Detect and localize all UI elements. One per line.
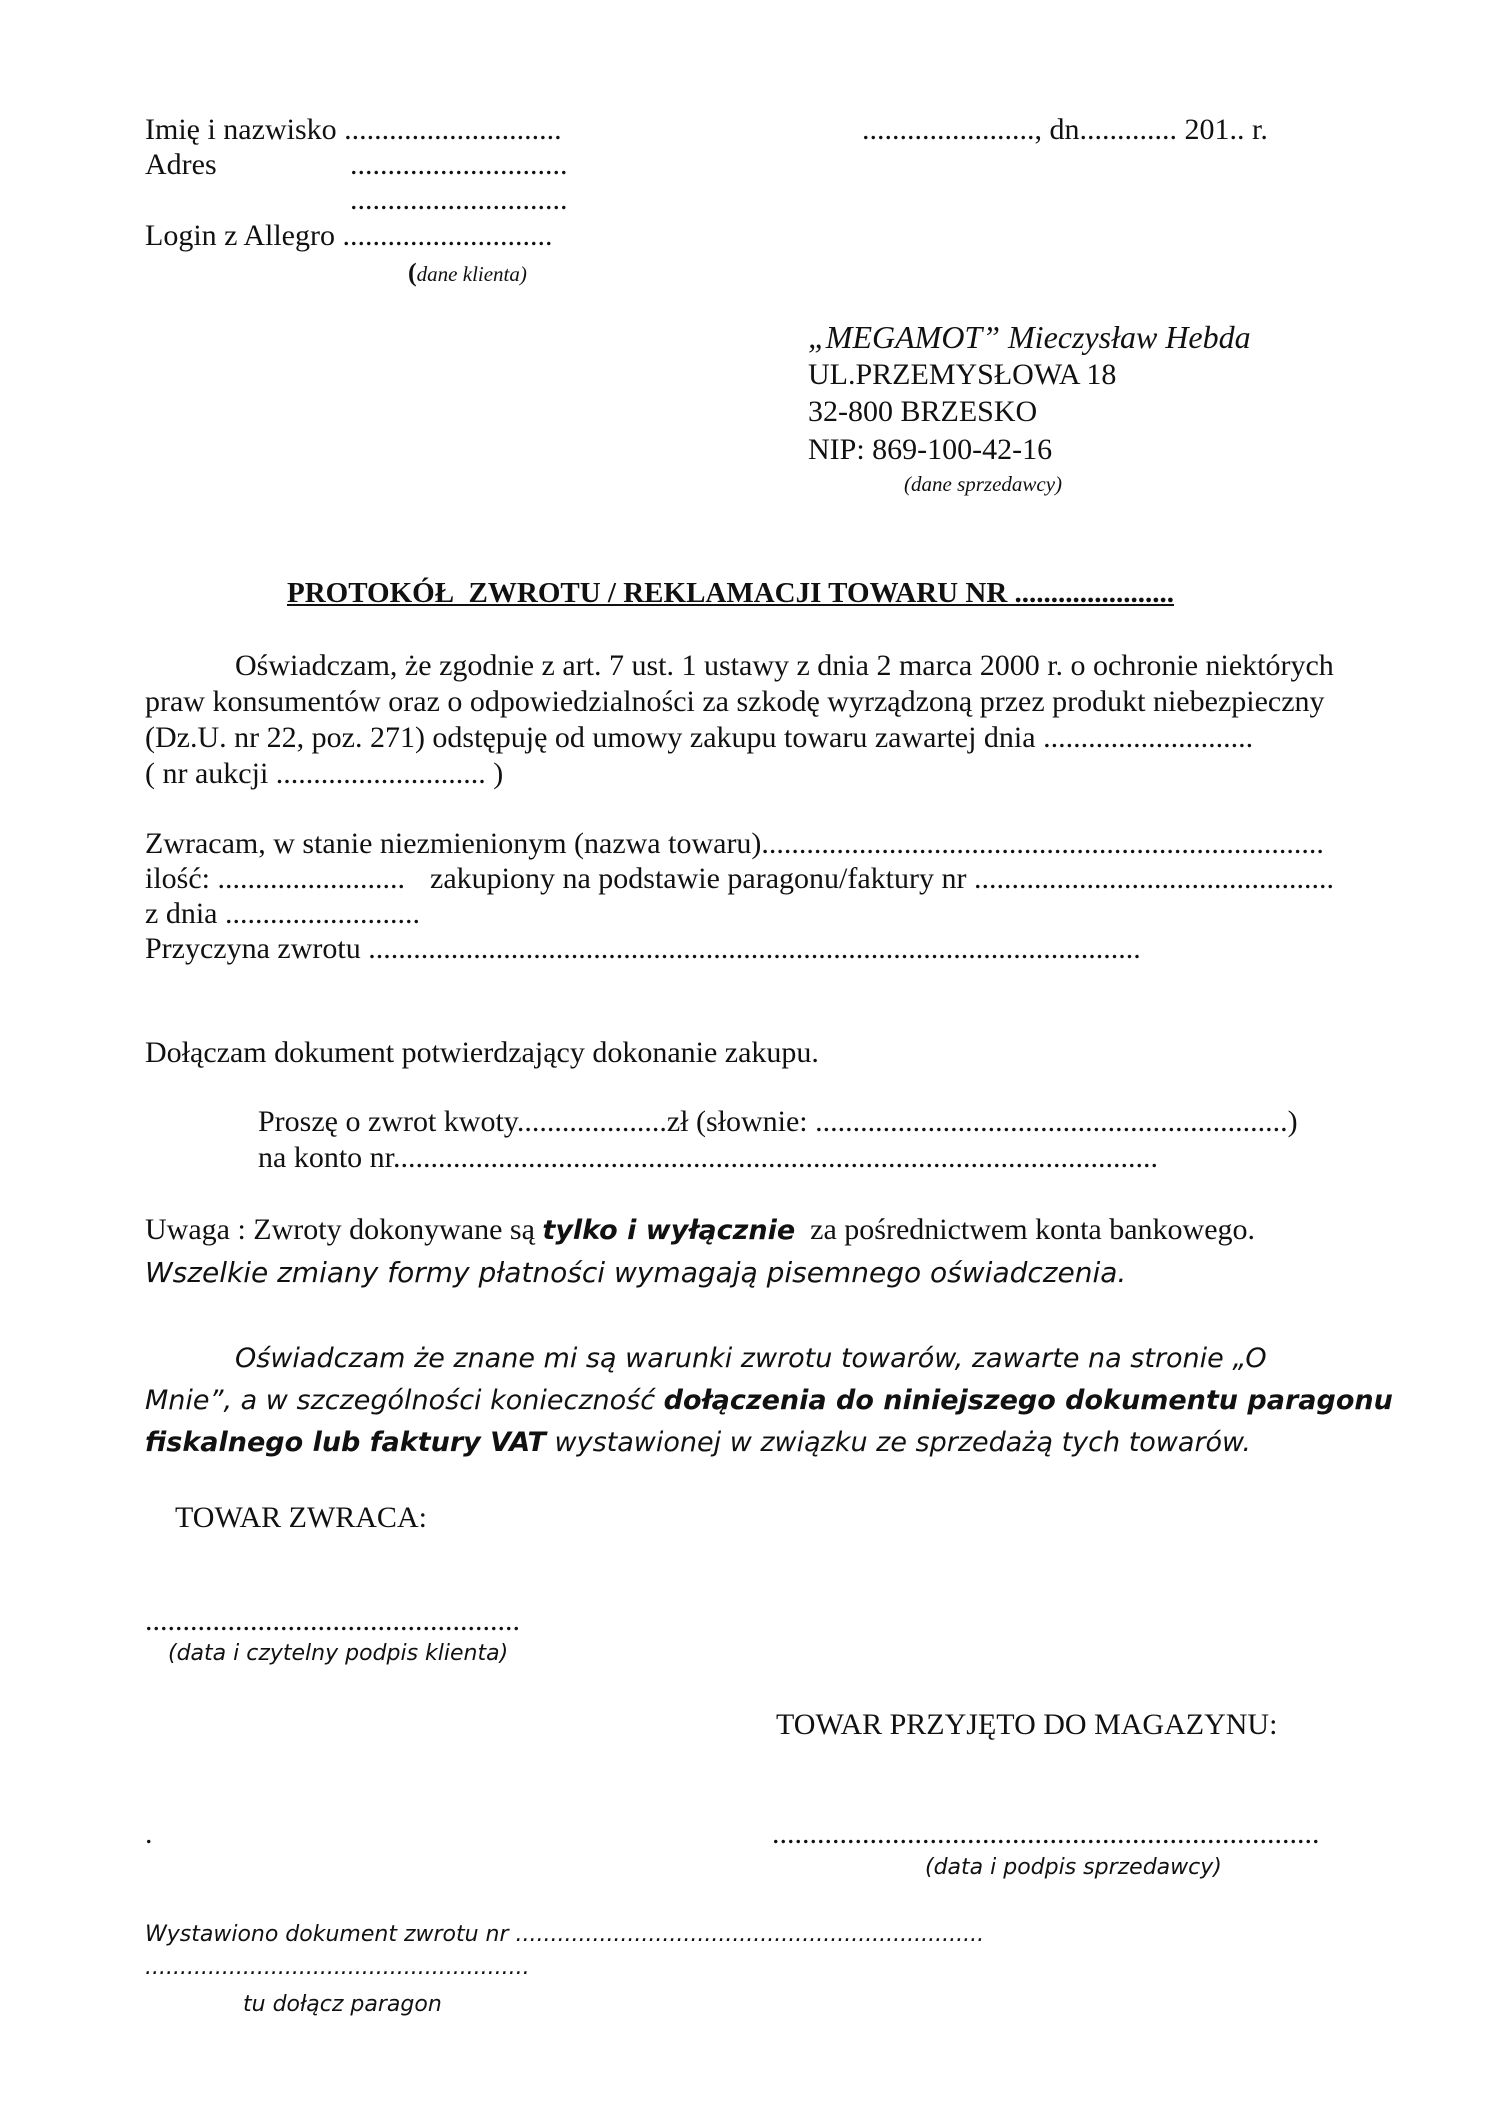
client-signature-caption: (data i czytelny podpis klienta) [168, 1641, 509, 1666]
client-signature-line: .................................................. [145, 1604, 520, 1637]
return-quantity: ilość: ......................... [145, 862, 405, 895]
footer-dots: ....................................................... [145, 1955, 530, 1980]
refund-amount: Proszę o zwrot kwoty....................zł (słownie: ...............................................................) [258, 1105, 1298, 1138]
left-dot: . [145, 1817, 153, 1850]
return-document-number: Wystawiono dokument zwrotu nr ................................................................... [145, 1922, 985, 1947]
client-name-field: Imię i nazwisko ............................. [145, 113, 562, 146]
seller-street: UL.PRZEMYSŁOWA 18 [808, 358, 1117, 391]
warehouse-label: TOWAR PRZYJĘTO DO MAGAZYNU: [776, 1708, 1278, 1741]
attach-receipt-note: tu dołącz paragon [243, 1992, 442, 2017]
declaration-line-2 [145, 1384, 1393, 1418]
declaration-line-2b: dołączenia do niniejszego dokumentu paragonu [663, 1385, 1393, 1416]
client-caption-text: dane klienta) [416, 262, 527, 286]
declaration-line-1: Oświadczam że znane mi są warunki zwrotu towarów, zawarte na stronie „O [235, 1343, 1267, 1374]
declaration-line-3b: wystawionej w związku ze sprzedażą tych towarów. [545, 1427, 1251, 1458]
seller-signature-line: ......................................................................... [772, 1817, 1320, 1850]
statement-line-3: (Dz.U. nr 22, poz. 271) odstępuję od umowy zakupu towaru zawartej dnia ............................ [145, 721, 1254, 754]
statement-line-2: praw konsumentów oraz o odpowiedzialności za szkodę wyrządzoną przez produkt niebezpieczny [145, 685, 1325, 718]
seller-name: „MEGAMOT” Mieczysław Hebda [808, 319, 1251, 355]
client-address-dots-1: ............................. [350, 148, 568, 181]
client-address-label: Adres [145, 148, 217, 181]
declaration-line-2a: Mnie”, a w szczególności konieczność [145, 1385, 664, 1416]
return-by-label: TOWAR ZWRACA: [175, 1501, 427, 1534]
seller-city: 32-800 BRZESKO [808, 395, 1038, 428]
return-reason: Przyczyna zwrotu ....................................................................................................... [145, 932, 1141, 965]
return-product-name: Zwracam, w stanie niezmienionym (nazwa towaru)........................................................................... [145, 827, 1324, 860]
note-emphasis: tylko i wyłącznie [542, 1215, 796, 1246]
client-address-dots-2: ............................. [350, 183, 568, 216]
seller-nip: NIP: 869-100-42-16 [808, 433, 1053, 466]
statement-line-1: Oświadczam, że zgodnie z art. 7 ust. 1 ustawy z dnia 2 marca 2000 r. o ochronie niektórych [235, 649, 1334, 682]
place-date-field: ......................., dn............. 201.. r. [862, 113, 1268, 146]
document-title: PROTOKÓŁ ZWROTU / REKLAMACJI TOWARU NR ...................... [287, 577, 1175, 609]
return-invoice-number: zakupiony na podstawie paragonu/faktury nr ................................................ [430, 862, 1334, 895]
note-prefix: Uwaga : Zwroty dokonywane są [145, 1213, 543, 1246]
declaration-line-3 [145, 1426, 1251, 1460]
statement-line-4: ( nr aukcji ............................ ) [145, 757, 504, 790]
client-caption [408, 258, 527, 288]
note-suffix: za pośrednictwem konta bankowego. [795, 1213, 1256, 1246]
note-line-2: Wszelkie zmiany formy płatności wymagają pisemnego oświadczenia. [145, 1256, 1127, 1289]
return-date: z dnia .......................... [145, 897, 420, 930]
refund-account: na konto nr...................................................................................................... [258, 1141, 1158, 1174]
client-caption-paren: ( [408, 258, 417, 287]
seller-signature-caption: (data i podpis sprzedawcy) [925, 1855, 1222, 1880]
seller-caption: (dane sprzedawcy) [904, 472, 1063, 496]
declaration-line-3a: fiskalnego lub faktury VAT [145, 1427, 546, 1458]
client-login-field: Login z Allegro ............................ [145, 219, 553, 252]
attach-statement: Dołączam dokument potwierdzający dokonanie zakupu. [145, 1036, 819, 1069]
note-line-1 [145, 1212, 1255, 1249]
